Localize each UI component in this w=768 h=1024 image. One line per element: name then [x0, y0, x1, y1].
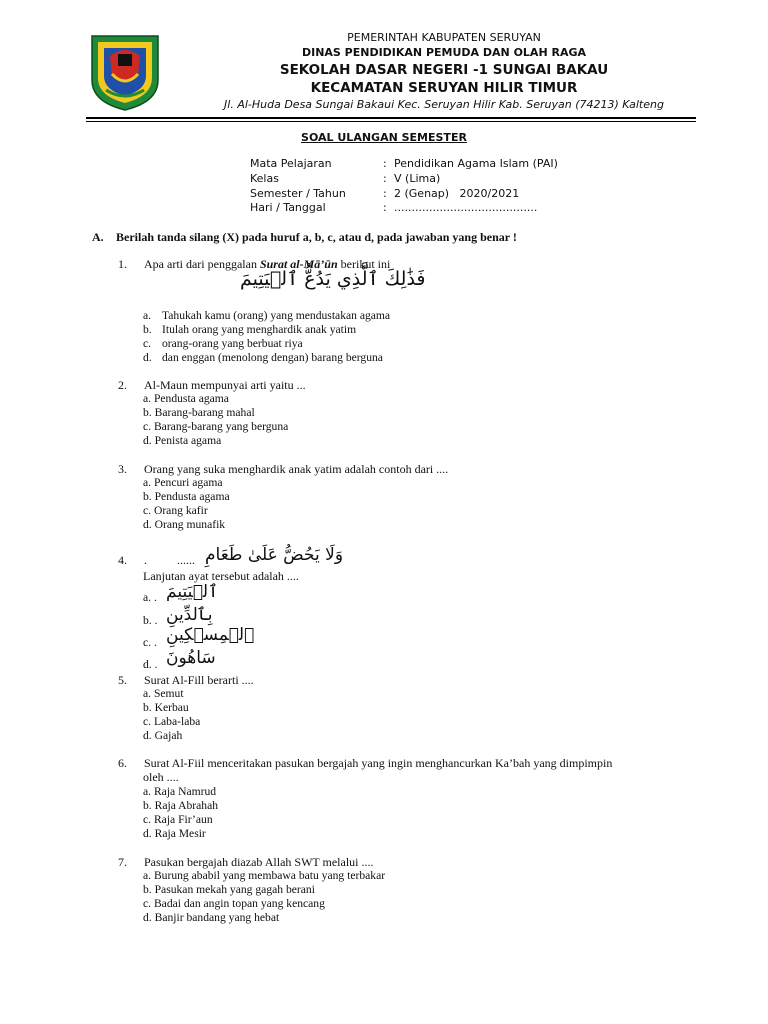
- option-c: c. Orang kafir: [143, 504, 208, 517]
- meta-value: Pendidikan Agama Islam (PAI): [394, 157, 558, 170]
- option-b: b. Barang-barang mahal: [143, 406, 255, 419]
- option-letter: c. .: [143, 636, 157, 649]
- question-number: 4.: [118, 553, 127, 567]
- question-text: Surat Al-Fill berarti ....: [144, 673, 254, 687]
- option-d: [143, 351, 383, 364]
- meta-value: V (Lima): [394, 172, 441, 185]
- question-text: Surat Al-Fiil menceritakan pasukan bergajah yang ingin menghancurkan Ka’bah yang dimpimpin: [144, 756, 613, 770]
- option-b: b. Kerbau: [143, 701, 189, 714]
- option-b-arabic: بِٱلدِّينِ: [166, 605, 213, 625]
- question-number: 5.: [118, 673, 127, 687]
- meta-key: Semester / Tahun: [250, 187, 346, 200]
- option-letter: b. .: [143, 614, 158, 627]
- option-letter: a.: [143, 309, 152, 322]
- option-d: d. Gajah: [143, 729, 183, 742]
- meta-colon: :: [383, 172, 387, 185]
- question-number: 1.: [118, 257, 127, 271]
- letterhead-address: Jl. Al-Huda Desa Sungai Bakaui Kec. Seruyan Hilir Kab. Seruyan (74213) Kalteng: [224, 98, 664, 111]
- question-text: Lanjutan ayat tersebut adalah ....: [143, 569, 299, 583]
- option-letter: c.: [143, 337, 152, 350]
- option-b: [143, 323, 356, 336]
- option-letter: d.: [143, 351, 152, 364]
- meta-key: Mata Pelajaran: [250, 157, 332, 170]
- meta-key: Kelas: [250, 172, 279, 185]
- section-letter: A.: [92, 230, 104, 244]
- exam-title: SOAL ULANGAN SEMESTER: [301, 131, 467, 144]
- letterhead-district: KECAMATAN SERUYAN HILIR TIMUR: [310, 80, 578, 96]
- option-a: a. Pencuri agama: [143, 476, 223, 489]
- letterhead-school: SEKOLAH DASAR NEGERI -1 SUNGAI BAKAU: [279, 62, 609, 78]
- option-c: [143, 337, 303, 350]
- question-number: 6.: [118, 756, 127, 770]
- meta-colon: :: [383, 187, 387, 200]
- option-letter: a. .: [143, 591, 157, 604]
- question-number: 7.: [118, 855, 127, 869]
- option-a-arabic: ٱلۡيَتِيمَ: [166, 582, 219, 602]
- letterhead-rule-thick: [86, 117, 696, 119]
- meta-value: 2 (Genap) 2020/2021: [394, 187, 520, 200]
- option-letter: d. .: [143, 658, 158, 671]
- question-text: Al-Maun mempunyai arti yaitu ...: [144, 378, 306, 392]
- option-d: [143, 658, 158, 671]
- option-a: a. Pendusta agama: [143, 392, 229, 405]
- section-instruction-text: Berilah tanda silang (X) pada huruf a, b, c, atau d, pada jawaban yang benar !: [116, 230, 517, 244]
- question-text-part: berikut ini: [337, 257, 391, 271]
- option-b: [143, 614, 158, 627]
- question-blank: . ......: [144, 553, 195, 567]
- option-b: b. Raja Abrahah: [143, 799, 219, 812]
- question-text-continued: oleh ....: [143, 770, 179, 784]
- meta-key: Hari / Tanggal: [250, 201, 326, 214]
- letterhead-rule-thin: [86, 121, 696, 122]
- letterhead-office: DINAS PENDIDIKAN PEMUDA DAN OLAH RAGA: [301, 46, 587, 59]
- option-text: orang-orang yang berbuat riya: [162, 337, 303, 350]
- option-d: d. Penista agama: [143, 434, 222, 447]
- arabic-verse: وَلَا يَحُضُّ عَلَىٰ طَعَامِ: [205, 545, 344, 565]
- option-d: d. Banjir bandang yang hebat: [143, 911, 280, 924]
- option-c: c. Raja Fir’aun: [143, 813, 213, 826]
- option-d: d. Orang munafik: [143, 518, 226, 531]
- option-a: a. Semut: [143, 687, 184, 700]
- option-d: d. Raja Mesir: [143, 827, 206, 840]
- meta-value: .........................................: [394, 201, 538, 214]
- option-text: Tahukah kamu (orang) yang mendustakan agama: [162, 309, 391, 322]
- option-a: [143, 309, 390, 322]
- option-a: a. Raja Namrud: [143, 785, 217, 798]
- section-a-instruction: [92, 230, 517, 245]
- arabic-verse: فَذَٰلِكَ ٱلَّذِي يَدُعُّ ٱلۡيَتِيمَ: [240, 268, 426, 290]
- question-text: Orang yang suka menghardik anak yatim adalah contoh dari ....: [144, 462, 449, 476]
- question-number: 2.: [118, 378, 127, 392]
- question-text: Pasukan bergajah diazab Allah SWT melalui ....: [144, 855, 374, 869]
- question-text-part: Apa arti dari penggalan: [144, 257, 260, 271]
- regency-emblem-logo: [88, 32, 162, 112]
- option-text: Itulah orang yang menghardik anak yatim: [162, 323, 357, 336]
- meta-colon: :: [383, 157, 387, 170]
- option-c-arabic: ٱلۡمِسۡكِينِ: [166, 625, 255, 645]
- option-a: a. Burung ababil yang membawa batu yang terbakar: [143, 869, 386, 882]
- option-b: b. Pasukan mekah yang gagah berani: [143, 883, 315, 896]
- question-number: 3.: [118, 462, 127, 476]
- option-a: [143, 591, 157, 604]
- meta-colon: :: [383, 201, 387, 214]
- option-c: c. Laba-laba: [143, 715, 201, 728]
- option-b: b. Pendusta agama: [143, 490, 230, 503]
- surah-name: Surat al-Mā’ūn: [259, 257, 338, 271]
- option-c: c. Badai dan angin topan yang kencang: [143, 897, 325, 910]
- letterhead-government: PEMERINTAH KABUPATEN SERUYAN: [347, 31, 541, 44]
- option-d-arabic: سَاهُونَ: [166, 648, 216, 668]
- option-letter: b.: [143, 323, 152, 336]
- option-c: [143, 636, 157, 649]
- option-c: c. Barang-barang yang berguna: [143, 420, 289, 433]
- option-text: dan enggan (menolong dengan) barang berguna: [162, 351, 383, 364]
